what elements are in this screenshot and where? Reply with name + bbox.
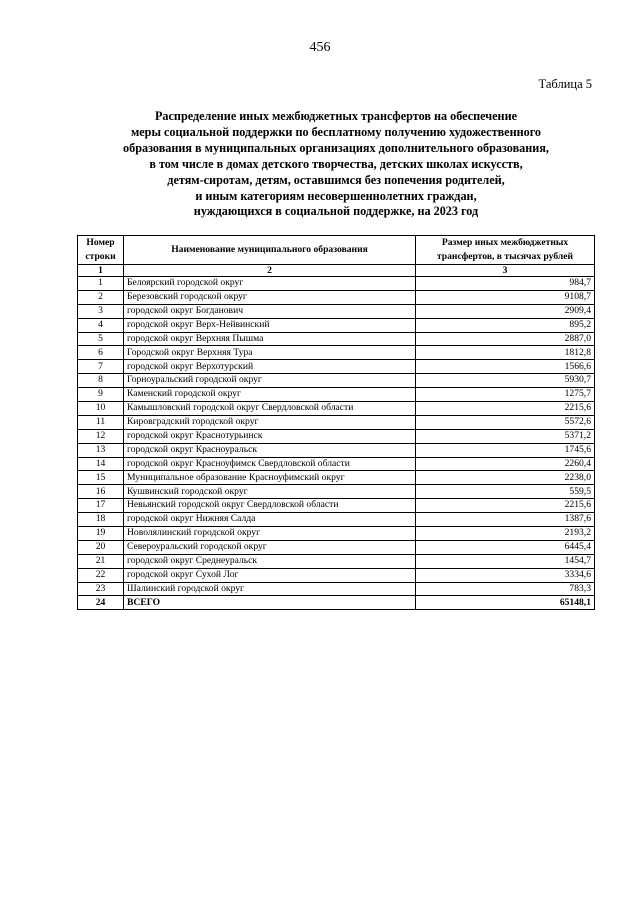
amount-cell: 1454,7 xyxy=(416,554,595,568)
table-label: Таблица 5 xyxy=(538,77,592,91)
municipality-cell: городской округ Верхняя Пышма xyxy=(124,332,416,346)
amount-cell: 2215,6 xyxy=(416,402,595,416)
amount-cell: 1387,6 xyxy=(416,513,595,527)
table-row xyxy=(78,360,595,374)
amount-cell: 2887,0 xyxy=(416,332,595,346)
table-row xyxy=(78,540,595,554)
municipality-cell: Каменский городской округ xyxy=(124,388,416,402)
amount-cell: 65148,1 xyxy=(416,596,595,610)
header-amount: Размер иных межбюджетных трансфертов, в тысячах рублей xyxy=(416,236,595,265)
row-number-cell: 24 xyxy=(78,596,124,610)
title-line: детям-сиротам, детям, оставшимся без попечения родителей, xyxy=(167,172,505,187)
index-cell: 2 xyxy=(124,265,416,277)
amount-cell: 5371,2 xyxy=(416,429,595,443)
index-cell: 3 xyxy=(416,265,595,277)
table-row xyxy=(78,457,595,471)
municipality-cell: Белоярский городской округ xyxy=(124,277,416,291)
table-row xyxy=(78,290,595,304)
municipality-cell: городской округ Верхотурский xyxy=(124,360,416,374)
row-number-cell: 14 xyxy=(78,457,124,471)
table-row xyxy=(78,318,595,332)
amount-cell: 1745,6 xyxy=(416,443,595,457)
row-number-cell: 4 xyxy=(78,318,124,332)
municipality-cell: Кировградский городской округ xyxy=(124,415,416,429)
table-row xyxy=(78,443,595,457)
transfers-table xyxy=(77,235,595,610)
amount-cell: 895,2 xyxy=(416,318,595,332)
table-row xyxy=(78,374,595,388)
municipality-cell: городской округ Богданович xyxy=(124,304,416,318)
municipality-cell: Муниципальное образование Красноуфимский округ xyxy=(124,471,416,485)
row-number-cell: 2 xyxy=(78,290,124,304)
amount-cell: 1275,7 xyxy=(416,388,595,402)
table-row xyxy=(78,582,595,596)
row-number-cell: 12 xyxy=(78,429,124,443)
municipality-cell: Городской округ Верхняя Тура xyxy=(124,346,416,360)
amount-cell: 559,5 xyxy=(416,485,595,499)
amount-cell: 6445,4 xyxy=(416,540,595,554)
table-row xyxy=(78,429,595,443)
table-row xyxy=(78,277,595,291)
amount-cell: 5572,6 xyxy=(416,415,595,429)
municipality-cell: городской округ Сухой Лог xyxy=(124,568,416,582)
row-number-cell: 20 xyxy=(78,540,124,554)
row-number-cell: 7 xyxy=(78,360,124,374)
table-row xyxy=(78,554,595,568)
amount-cell: 2238,0 xyxy=(416,471,595,485)
municipality-cell: Горноуральский городской округ xyxy=(124,374,416,388)
table-row xyxy=(78,346,595,360)
row-number-cell: 15 xyxy=(78,471,124,485)
amount-cell: 9108,7 xyxy=(416,290,595,304)
row-number-cell: 9 xyxy=(78,388,124,402)
amount-cell: 2215,6 xyxy=(416,499,595,513)
table-row xyxy=(78,527,595,541)
row-number-cell: 22 xyxy=(78,568,124,582)
municipality-cell: городской округ Красноуральск xyxy=(124,443,416,457)
municipality-cell: ВСЕГО xyxy=(124,596,416,610)
municipality-cell: городской округ Среднеуральск xyxy=(124,554,416,568)
index-cell: 1 xyxy=(78,265,124,277)
municipality-cell: Камышловский городской округ Свердловской области xyxy=(124,402,416,416)
table-body xyxy=(78,277,595,610)
municipality-cell: Новолялинский городской округ xyxy=(124,527,416,541)
table-row xyxy=(78,402,595,416)
table-row xyxy=(78,332,595,346)
municipality-cell: городской округ Верх-Нейвинский xyxy=(124,318,416,332)
table-row xyxy=(78,415,595,429)
row-number-cell: 16 xyxy=(78,485,124,499)
table-header-row xyxy=(78,236,595,265)
municipality-cell: Шалинский городской округ xyxy=(124,582,416,596)
title-line: Распределение иных межбюджетных трансфертов на обеспечение xyxy=(154,109,518,123)
row-number-cell: 1 xyxy=(78,277,124,291)
municipality-cell: городской округ Краснотурьинск xyxy=(124,429,416,443)
row-number-cell: 19 xyxy=(78,527,124,541)
table-row xyxy=(78,485,595,499)
amount-cell: 1812,8 xyxy=(416,346,595,360)
municipality-cell: городской округ Красноуфимск Свердловской области xyxy=(124,457,416,471)
row-number-cell: 23 xyxy=(78,582,124,596)
row-number-cell: 13 xyxy=(78,443,124,457)
page-number: 456 xyxy=(309,40,331,55)
municipality-cell: городской округ Нижняя Салда xyxy=(124,513,416,527)
title-line: в том числе в домах детского творчества, детских школах искусств, xyxy=(149,156,523,171)
row-number-cell: 18 xyxy=(78,513,124,527)
title-line: и иным категориям несовершеннолетних граждан, xyxy=(195,188,477,203)
amount-cell: 3334,6 xyxy=(416,568,595,582)
amount-cell: 2909,4 xyxy=(416,304,595,318)
table-row xyxy=(78,513,595,527)
row-number-cell: 11 xyxy=(78,415,124,429)
row-number-cell: 6 xyxy=(78,346,124,360)
amount-cell: 783,3 xyxy=(416,582,595,596)
row-number-cell: 3 xyxy=(78,304,124,318)
amount-cell: 2193,2 xyxy=(416,527,595,541)
municipality-cell: Невьянский городской округ Свердловской области xyxy=(124,499,416,513)
amount-cell: 2260,4 xyxy=(416,457,595,471)
municipality-cell: Североуральский городской округ xyxy=(124,540,416,554)
header-row-number: Номер строки xyxy=(78,236,124,265)
amount-cell: 5930,7 xyxy=(416,374,595,388)
row-number-cell: 5 xyxy=(78,332,124,346)
table-row xyxy=(78,471,595,485)
title-line: образования в муниципальных организациях дополнительного образования, xyxy=(123,140,549,155)
title-line: нуждающихся в социальной поддержке, на 2023 год xyxy=(193,204,479,219)
municipality-cell: Березовский городской округ xyxy=(124,290,416,304)
table-row xyxy=(78,499,595,513)
document-title xyxy=(78,109,594,220)
row-number-cell: 10 xyxy=(78,402,124,416)
table-row xyxy=(78,388,595,402)
table-index-row xyxy=(78,265,595,277)
title-line: меры социальной поддержки по бесплатному получению художественного xyxy=(130,124,542,139)
row-number-cell: 8 xyxy=(78,374,124,388)
row-number-cell: 17 xyxy=(78,499,124,513)
table-row xyxy=(78,568,595,582)
table-row xyxy=(78,304,595,318)
row-number-cell: 21 xyxy=(78,554,124,568)
header-municipality: Наименование муниципального образования xyxy=(124,236,416,265)
amount-cell: 1566,6 xyxy=(416,360,595,374)
table-total-row xyxy=(78,596,595,610)
municipality-cell: Кушвинский городской округ xyxy=(124,485,416,499)
amount-cell: 984,7 xyxy=(416,277,595,291)
